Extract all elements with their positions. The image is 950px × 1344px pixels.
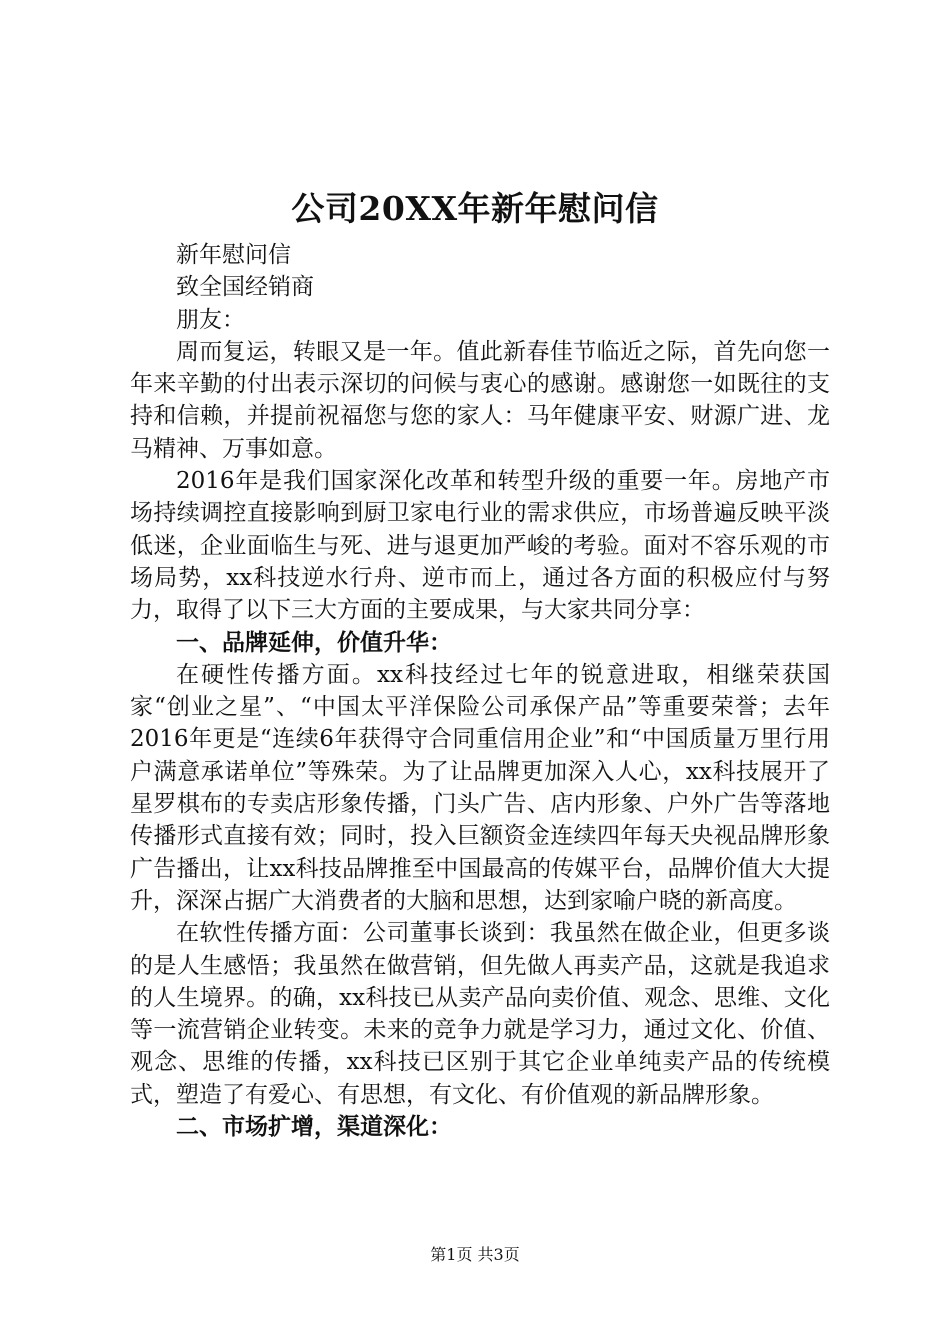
document-title: 公司20XX年新年慰问信 (291, 189, 659, 228)
document-body (130, 239, 830, 1143)
section-heading: 一、品牌延伸，价值升华： (176, 628, 452, 656)
paragraph: 在软性传播方面：公司董事长谈到：我虽然在做企业，但更多谈的是人生感悟；我虽然在做营销，但先做人再卖产品，这就是我追求的人生境界。的确，xx科技已从卖产品向卖价值、观念、思维、文化等一流营销企业转变。未来的竞争力就是学习力，通过文化、价值、观念、思维的传播，xx科技已区别于其它企业单纯卖产品的传统模式，塑造了有爱心、有思想，有文化、有价值观的新品牌形象。 (130, 920, 830, 1108)
page-indicator: 第1页 共3页 (430, 1245, 520, 1264)
paragraph: 周而复运，转眼又是一年。值此新春佳节临近之际，首先向您一年来辛勤的付出表示深切的问候与衷心的感谢。感谢您一如既往的支持和信赖，并提前祝福您与您的家人：马年健康平安、财源广进、龙马精神、万事如意。 (130, 338, 830, 462)
paragraph: 朋友： (176, 306, 245, 333)
paragraph: 在硬性传播方面。xx科技经过七年的锐意进取，相继荣获国家“创业之星”、“中国太平洋保险公司承保产品”等重要荣誉；去年2016年更是“连续6年获得守合同重信用企业”和“中国质量万里行用户满意承诺单位”等殊荣。为了让品牌更加深入人心，xx科技展开了星罗棋布的专卖店形象传播，门头广告、店内形象、户外广告等落地传播形式直接有效；同时，投入巨额资金连续四年每天央视品牌形象广告播出，让xx科技品牌推至中国最高的传媒平台，品牌价值大大提升，深深占据广大消费者的大脑和思想，达到家喻户晓的新高度。 (130, 661, 830, 914)
paragraph: 2016年是我们国家深化改革和转型升级的重要一年。房地产市场持续调控直接影响到厨卫家电行业的需求供应，市场普遍反映平淡低迷，企业面临生与死、进与退更加严峻的考验。面对不容乐观的市场局势，xx科技逆水行舟、逆市而上，通过各方面的积极应付与努力，取得了以下三大方面的主要成果，与大家共同分享： (130, 468, 830, 624)
paragraph: 致全国经销商 (176, 274, 314, 301)
section-heading: 二、市场扩增，渠道深化： (176, 1113, 452, 1141)
paragraph: 新年慰问信 (176, 242, 291, 268)
